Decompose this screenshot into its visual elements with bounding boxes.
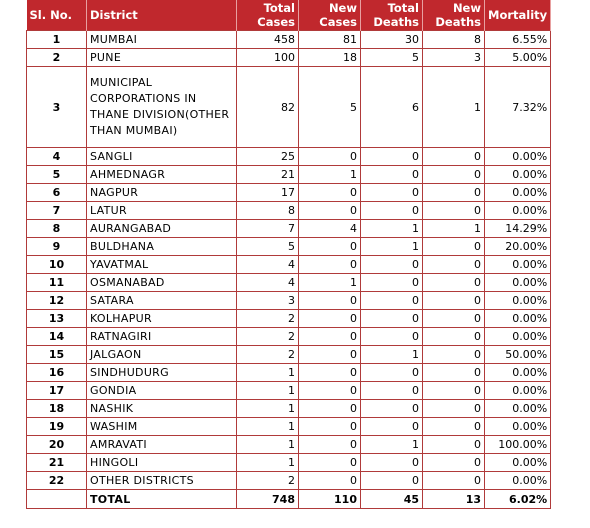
new-deaths-cell: 0 [423, 184, 485, 202]
mortality-cell: 0.00% [485, 328, 551, 346]
new-deaths-cell: 0 [423, 148, 485, 166]
header-row [27, 0, 551, 31]
header-new-cases: New Cases [299, 0, 361, 31]
total-deaths-cell: 1 [361, 346, 423, 364]
new-cases-cell: 81 [299, 31, 361, 49]
table-row [27, 67, 551, 148]
mortality-cell: 0.00% [485, 382, 551, 400]
table-row [27, 382, 551, 400]
table-row [27, 310, 551, 328]
district-cell: NAGPUR [87, 184, 237, 202]
total-cases-cell: 1 [237, 454, 299, 472]
sl-no-cell: 16 [27, 364, 87, 382]
total-cases-cell: 2 [237, 310, 299, 328]
new-deaths-cell: 0 [423, 382, 485, 400]
sl-no-cell: 7 [27, 202, 87, 220]
new-cases-cell: 0 [299, 418, 361, 436]
total-deaths-cell: 0 [361, 454, 423, 472]
mortality-cell: 0.00% [485, 400, 551, 418]
table-row [27, 256, 551, 274]
table-body [27, 31, 551, 509]
new-deaths-cell: 0 [423, 310, 485, 328]
total-deaths-cell: 0 [361, 274, 423, 292]
mortality-cell: 0.00% [485, 256, 551, 274]
mortality-cell: 0.00% [485, 274, 551, 292]
new-cases-cell: 0 [299, 148, 361, 166]
sl-no-cell: 8 [27, 220, 87, 238]
new-cases-cell: 18 [299, 49, 361, 67]
total-cases-cell: 21 [237, 166, 299, 184]
total-deaths-cell: 0 [361, 382, 423, 400]
district-cell: GONDIA [87, 382, 237, 400]
new-cases-cell: 0 [299, 436, 361, 454]
total-deaths-cell: 0 [361, 292, 423, 310]
total-deaths-cell: 6 [361, 67, 423, 148]
total-deaths-cell: 0 [361, 148, 423, 166]
total-cases-cell: 17 [237, 184, 299, 202]
new-cases-cell: 5 [299, 67, 361, 148]
new-cases-cell: 0 [299, 400, 361, 418]
sl-no-cell: 20 [27, 436, 87, 454]
mortality-cell: 20.00% [485, 238, 551, 256]
district-cell: NASHIK [87, 400, 237, 418]
total-deaths-cell: 0 [361, 472, 423, 490]
header-total-cases: Total Cases [237, 0, 299, 31]
header-sl-no: Sl. No. [27, 0, 87, 31]
total-cases-cell: 458 [237, 31, 299, 49]
header-mortality: Mortality [485, 0, 551, 31]
total-cases-cell: 5 [237, 238, 299, 256]
sl-no-cell: 5 [27, 166, 87, 184]
table-row [27, 328, 551, 346]
new-deaths-cell: 0 [423, 436, 485, 454]
new-cases-cell: 0 [299, 364, 361, 382]
mortality-cell: 50.00% [485, 346, 551, 364]
sl-no-cell: 10 [27, 256, 87, 274]
mortality-cell: 0.00% [485, 148, 551, 166]
new-cases-cell: 1 [299, 274, 361, 292]
district-cell: AURANGABAD [87, 220, 237, 238]
new-deaths-cell: 0 [423, 256, 485, 274]
new-cases-cell: 0 [299, 292, 361, 310]
mortality-cell: 100.00% [485, 436, 551, 454]
sl-no-cell: 18 [27, 400, 87, 418]
district-cell: AMRAVATI [87, 436, 237, 454]
sl-no-cell: 17 [27, 382, 87, 400]
sl-no-cell: 2 [27, 49, 87, 67]
table-row [27, 400, 551, 418]
total-cases-cell: 82 [237, 67, 299, 148]
district-cell: PUNE [87, 49, 237, 67]
district-table [26, 0, 551, 509]
total-deaths-cell: 0 [361, 202, 423, 220]
table-row [27, 238, 551, 256]
sl-no-cell: 21 [27, 454, 87, 472]
total-deaths-cell: 0 [361, 328, 423, 346]
table-header [27, 0, 551, 31]
new-deaths-cell: 0 [423, 202, 485, 220]
new-cases-cell: 0 [299, 202, 361, 220]
table-row [27, 454, 551, 472]
total-sl-cell [27, 490, 87, 509]
new-cases-cell: 0 [299, 346, 361, 364]
sl-no-cell: 11 [27, 274, 87, 292]
new-cases-cell: 0 [299, 184, 361, 202]
total-mortality-cell: 6.02% [485, 490, 551, 509]
total-new-deaths-cell: 13 [423, 490, 485, 509]
mortality-cell: 6.55% [485, 31, 551, 49]
total-new-cases-cell: 110 [299, 490, 361, 509]
total-deaths-cell: 1 [361, 220, 423, 238]
district-cell: SANGLI [87, 148, 237, 166]
mortality-cell: 5.00% [485, 49, 551, 67]
table-row [27, 472, 551, 490]
mortality-cell: 14.29% [485, 220, 551, 238]
total-deaths-cell: 0 [361, 256, 423, 274]
district-cell: LATUR [87, 202, 237, 220]
total-deaths-cell: 0 [361, 364, 423, 382]
district-cell: OSMANABAD [87, 274, 237, 292]
district-table-container [26, 0, 551, 509]
new-deaths-cell: 0 [423, 238, 485, 256]
new-deaths-cell: 0 [423, 364, 485, 382]
table-row [27, 49, 551, 67]
new-deaths-cell: 0 [423, 454, 485, 472]
new-cases-cell: 0 [299, 310, 361, 328]
table-row [27, 148, 551, 166]
new-deaths-cell: 0 [423, 328, 485, 346]
district-cell: MUNICIPAL CORPORATIONS IN THANE DIVISION(OTHER THAN MUMBAI) [87, 67, 237, 148]
district-cell: SATARA [87, 292, 237, 310]
new-cases-cell: 1 [299, 166, 361, 184]
district-cell: OTHER DISTRICTS [87, 472, 237, 490]
total-cases-cell: 25 [237, 148, 299, 166]
mortality-cell: 0.00% [485, 364, 551, 382]
table-row [27, 202, 551, 220]
mortality-cell: 0.00% [485, 184, 551, 202]
sl-no-cell: 4 [27, 148, 87, 166]
new-deaths-cell: 0 [423, 274, 485, 292]
total-cases-cell: 1 [237, 400, 299, 418]
total-deaths-cell: 0 [361, 184, 423, 202]
new-cases-cell: 0 [299, 382, 361, 400]
mortality-cell: 0.00% [485, 202, 551, 220]
district-cell: YAVATMAL [87, 256, 237, 274]
total-label-cell: TOTAL [87, 490, 237, 509]
table-row [27, 346, 551, 364]
new-cases-cell: 0 [299, 328, 361, 346]
total-cases-cell: 2 [237, 328, 299, 346]
district-cell: JALGAON [87, 346, 237, 364]
district-cell: WASHIM [87, 418, 237, 436]
new-deaths-cell: 0 [423, 166, 485, 184]
mortality-cell: 0.00% [485, 472, 551, 490]
table-row [27, 220, 551, 238]
table-row [27, 436, 551, 454]
sl-no-cell: 13 [27, 310, 87, 328]
new-cases-cell: 0 [299, 256, 361, 274]
sl-no-cell: 14 [27, 328, 87, 346]
total-cases-cell: 100 [237, 49, 299, 67]
mortality-cell: 0.00% [485, 292, 551, 310]
mortality-cell: 0.00% [485, 166, 551, 184]
table-row [27, 292, 551, 310]
total-cases-cell: 2 [237, 472, 299, 490]
table-row [27, 364, 551, 382]
total-cases-cell: 1 [237, 436, 299, 454]
total-deaths-cell: 1 [361, 238, 423, 256]
table-row [27, 274, 551, 292]
total-deaths-cell: 5 [361, 49, 423, 67]
total-deaths-cell: 0 [361, 166, 423, 184]
total-total-deaths-cell: 45 [361, 490, 423, 509]
sl-no-cell: 6 [27, 184, 87, 202]
mortality-cell: 0.00% [485, 310, 551, 328]
sl-no-cell: 3 [27, 67, 87, 148]
sl-no-cell: 12 [27, 292, 87, 310]
total-total-cases-cell: 748 [237, 490, 299, 509]
total-cases-cell: 2 [237, 346, 299, 364]
new-deaths-cell: 0 [423, 400, 485, 418]
new-deaths-cell: 0 [423, 292, 485, 310]
table-row [27, 31, 551, 49]
table-row [27, 184, 551, 202]
total-cases-cell: 1 [237, 418, 299, 436]
table-row [27, 166, 551, 184]
district-cell: SINDHUDURG [87, 364, 237, 382]
total-cases-cell: 8 [237, 202, 299, 220]
total-deaths-cell: 30 [361, 31, 423, 49]
new-deaths-cell: 0 [423, 418, 485, 436]
district-cell: BULDHANA [87, 238, 237, 256]
sl-no-cell: 22 [27, 472, 87, 490]
total-cases-cell: 4 [237, 256, 299, 274]
mortality-cell: 0.00% [485, 454, 551, 472]
new-cases-cell: 4 [299, 220, 361, 238]
total-deaths-cell: 1 [361, 436, 423, 454]
table-row [27, 418, 551, 436]
new-deaths-cell: 0 [423, 472, 485, 490]
new-deaths-cell: 1 [423, 220, 485, 238]
total-row [27, 490, 551, 509]
header-district: District [87, 0, 237, 31]
new-cases-cell: 0 [299, 238, 361, 256]
district-cell: MUMBAI [87, 31, 237, 49]
mortality-cell: 0.00% [485, 418, 551, 436]
sl-no-cell: 1 [27, 31, 87, 49]
mortality-cell: 7.32% [485, 67, 551, 148]
new-cases-cell: 0 [299, 472, 361, 490]
new-deaths-cell: 8 [423, 31, 485, 49]
total-cases-cell: 4 [237, 274, 299, 292]
district-cell: AHMEDNAGR [87, 166, 237, 184]
total-cases-cell: 1 [237, 382, 299, 400]
total-deaths-cell: 0 [361, 400, 423, 418]
district-cell: KOLHAPUR [87, 310, 237, 328]
new-deaths-cell: 3 [423, 49, 485, 67]
sl-no-cell: 19 [27, 418, 87, 436]
total-cases-cell: 7 [237, 220, 299, 238]
total-deaths-cell: 0 [361, 418, 423, 436]
total-cases-cell: 3 [237, 292, 299, 310]
district-cell: HINGOLI [87, 454, 237, 472]
district-cell: RATNAGIRI [87, 328, 237, 346]
new-cases-cell: 0 [299, 454, 361, 472]
total-cases-cell: 1 [237, 364, 299, 382]
new-deaths-cell: 0 [423, 346, 485, 364]
sl-no-cell: 9 [27, 238, 87, 256]
sl-no-cell: 15 [27, 346, 87, 364]
header-total-deaths: Total Deaths [361, 0, 423, 31]
total-deaths-cell: 0 [361, 310, 423, 328]
new-deaths-cell: 1 [423, 67, 485, 148]
header-new-deaths: New Deaths [423, 0, 485, 31]
